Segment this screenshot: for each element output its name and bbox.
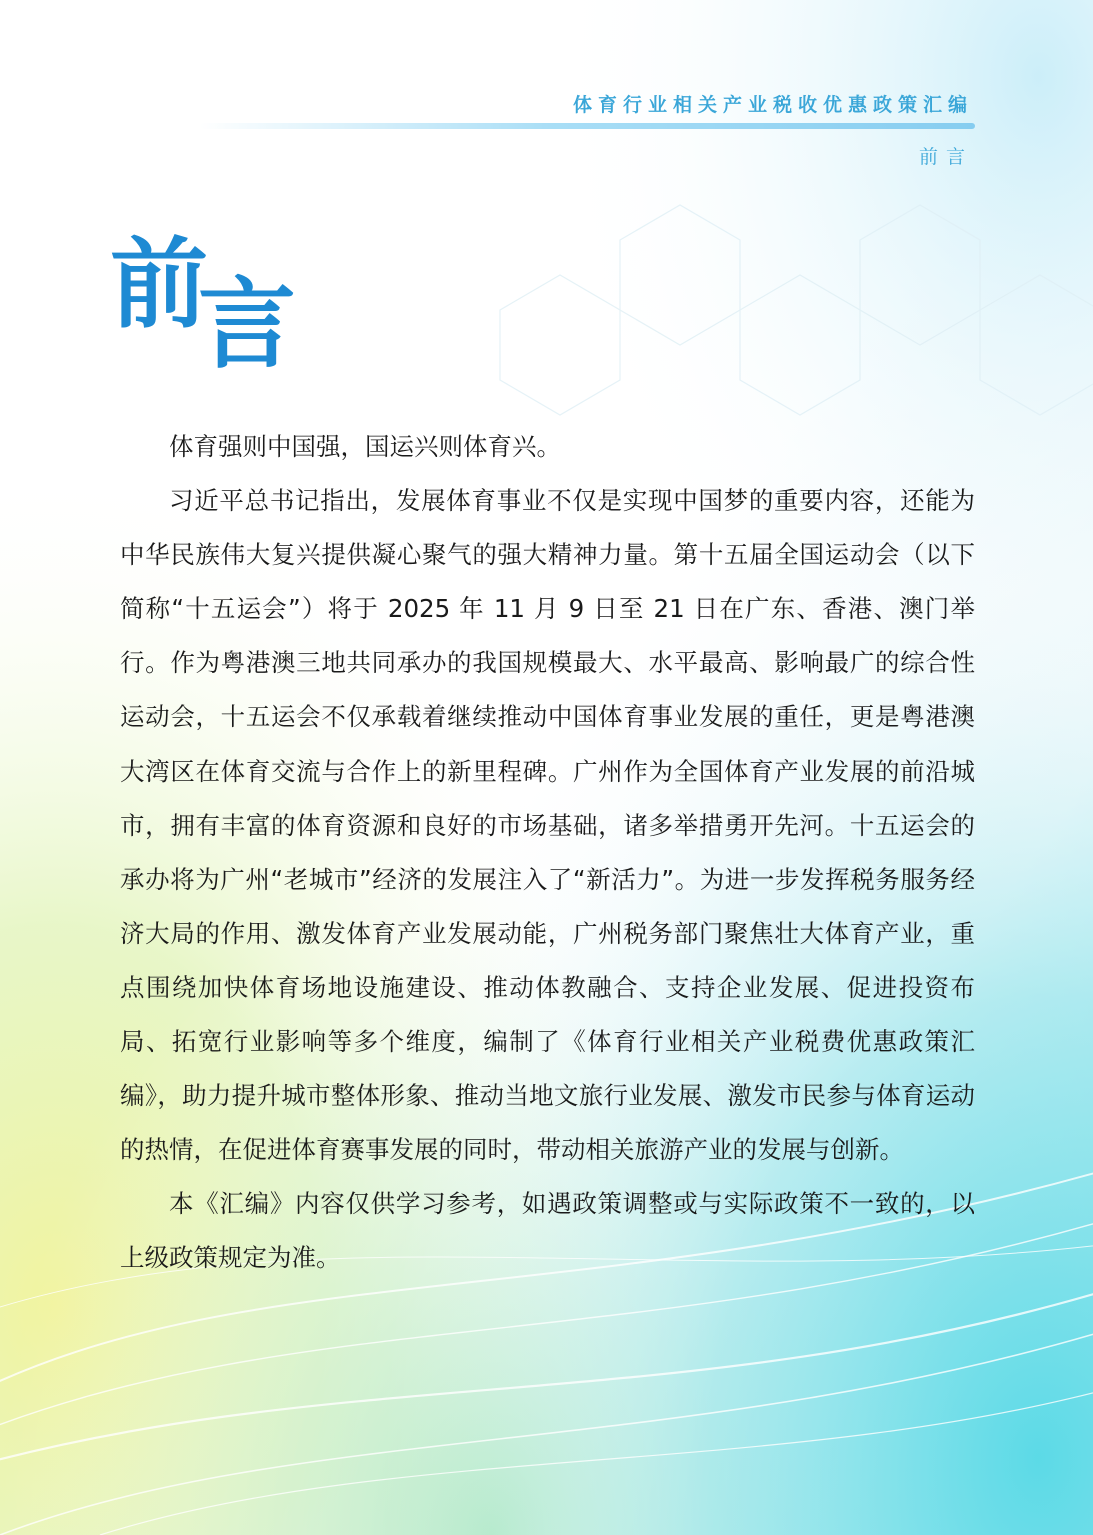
page-title-char-1: 前 xyxy=(110,228,209,342)
paragraph: 本《汇编》内容仅供学习参考，如遇政策调整或与实际政策不一致的，以上级政策规定为准。 xyxy=(120,1189,975,1273)
page-title-char-2: 言 xyxy=(198,268,297,382)
paragraph: 习近平总书记指出，发展体育事业不仅是实现中国梦的重要内容，还能为中华民族伟大复兴提供凝心聚气的强大精神力量。第十五届全国运动会（以下简称“十五运会”）将于 2025 年 11 月 9 日至 21 日在广东、香港、澳门举行。作为粤港澳三地共同承办的我国规模最大、水平最高、影响最广的综合性运动会，十五运会不仅承载着继续推动中国体育事业发展的重任，更是粤港澳大湾区在体育交流与合作上的新里程碑。广州作为全国体育产业发展的前沿城市，拥有丰富的体育资源和良好的市场基础，诸多举措勇开先河。十五运会的承办将为广州“老城市”经济的发展注入了“新活力”。为进一步发挥税务服务经济大局的作用、激发体育产业发展动能，广州税务部门聚焦壮大体育产业，重点围绕加快体育场地设施建设、推动体教融合、支持企业发展、促进投资布局、拓宽行业影响等多个维度，编制了《体育行业相关产业税费优惠政策汇编》，助力提升城市整体形象、推动当地文旅行业发展、激发市民参与体育运动的热情，在促进体育赛事发展的同时，带动相关旅游产业的发展与创新。 xyxy=(120,486,975,1165)
section-label: 前言 xyxy=(918,146,973,168)
preface-body xyxy=(120,420,975,1286)
publication-title: 体育行业相关产业税收优惠政策汇编 xyxy=(572,94,973,116)
paragraph: 体育强则中国强，国运兴则体育兴。 xyxy=(169,432,561,461)
header-divider xyxy=(200,123,975,129)
